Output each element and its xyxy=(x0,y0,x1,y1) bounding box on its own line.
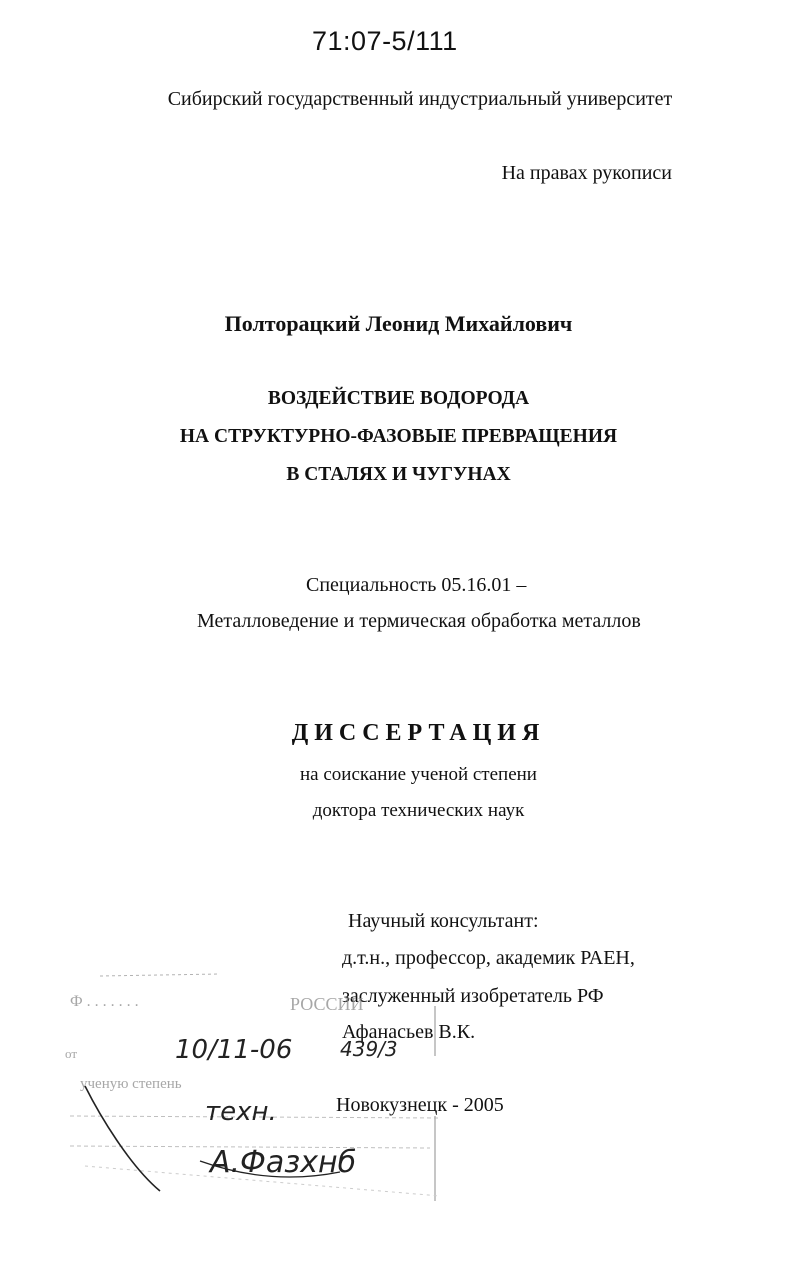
title-line-2: НА СТРУКТУРНО-ФАЗОВЫЕ ПРЕВРАЩЕНИЯ xyxy=(179,426,618,447)
stamp-handwritten-date: 10/11-06 xyxy=(175,1035,293,1065)
specialty-code: Специальность 05.16.01 – xyxy=(306,574,527,596)
library-stamp xyxy=(40,966,460,1206)
catalog-code: 71:07-5/111 xyxy=(312,26,458,56)
dissertation-heading: ДИССЕРТАЦИЯ xyxy=(291,720,546,746)
university-name: Сибирский государственный индустриальный университет xyxy=(167,88,673,110)
degree-line-2: доктора технических наук xyxy=(312,800,525,821)
svg-text:Ф . . . . . . .: Ф . . . . . . . xyxy=(70,993,139,1010)
stamp-russia-text: РОССИИ xyxy=(290,994,364,1014)
consultant-name: Афанасьев В.К. xyxy=(342,1021,476,1043)
stamp-date-prefix: от xyxy=(65,1046,78,1061)
stamp-handwritten-signature: А.Фазхнб xyxy=(210,1145,357,1180)
degree-line-1: на соискание ученой степени xyxy=(300,764,537,785)
stamp-degree-text: ученую степень xyxy=(80,1076,182,1092)
consultant-label: Научный консультант: xyxy=(348,910,539,932)
consultant-title: заслуженный изобретатель РФ xyxy=(342,985,604,1007)
city-year: Новокузнецк - 2005 xyxy=(336,1094,504,1116)
stamp-handwritten-number: 439/3 xyxy=(340,1037,398,1061)
author-name: Полторацкий Леонид Михайлович xyxy=(224,311,573,336)
rights-notice: На правах рукописи xyxy=(501,162,672,184)
title-line-3: В СТАЛЯХ И ЧУГУНАХ xyxy=(286,464,511,485)
stamp-handwritten-field: техн. xyxy=(205,1097,277,1127)
title-line-1: ВОЗДЕЙСТВИЕ ВОДОРОДА xyxy=(267,388,530,409)
stamp-pen-stroke xyxy=(85,1086,160,1191)
specialty-name: Металловедение и термическая обработка металлов xyxy=(197,610,641,632)
consultant-credentials: д.т.н., профессор, академик РАЕН, xyxy=(342,947,635,969)
